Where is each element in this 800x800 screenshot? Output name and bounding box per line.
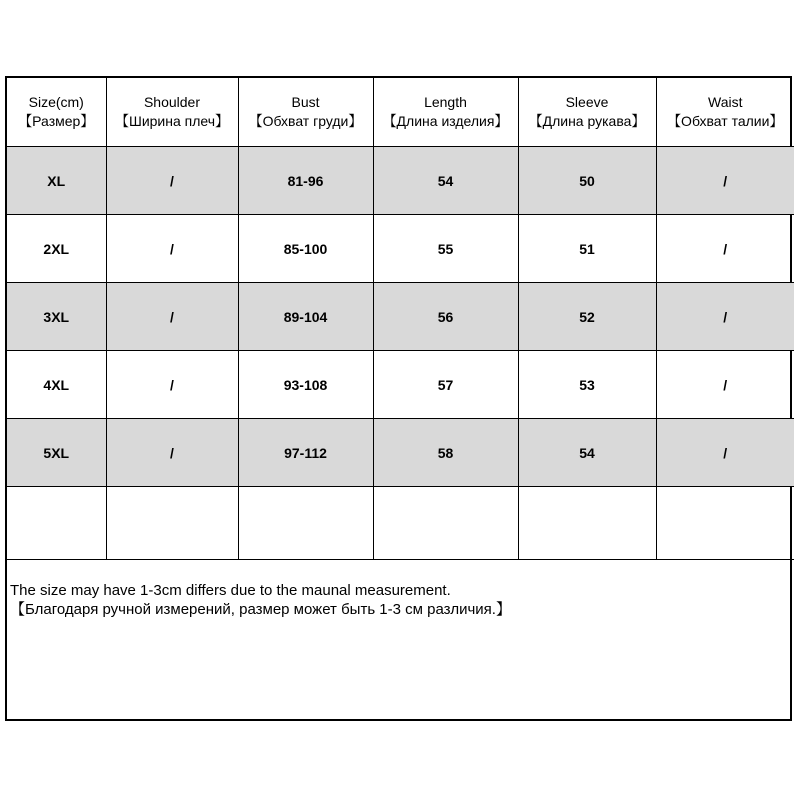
header-shoulder-en: Shoulder: [143, 94, 201, 110]
header-sleeve-ru: 【Длина рукава】: [528, 113, 646, 129]
cell-sleeve: 53: [518, 351, 656, 419]
header-bust-ru: 【Обхват груди】: [248, 113, 363, 129]
empty-cell: [656, 487, 794, 560]
cell-waist: /: [656, 351, 794, 419]
cell-length: 54: [373, 147, 518, 215]
table-row: [7, 215, 794, 283]
cell-bust: 97-112: [238, 419, 373, 487]
header-length-ru: 【Длина изделия】: [382, 113, 509, 129]
cell-length: 57: [373, 351, 518, 419]
cell-sleeve: 54: [518, 419, 656, 487]
cell-length: 58: [373, 419, 518, 487]
measurement-note-en: The size may have 1-3cm differs due to the maunal measurement.: [10, 582, 451, 599]
cell-size: XL: [7, 147, 106, 215]
cell-size: 4XL: [7, 351, 106, 419]
cell-shoulder: /: [106, 147, 238, 215]
header-sleeve: [518, 78, 656, 147]
cell-shoulder: /: [106, 351, 238, 419]
cell-bust: 81-96: [238, 147, 373, 215]
table-header-row: [7, 78, 794, 147]
empty-cell: [373, 487, 518, 560]
header-size: [7, 78, 106, 147]
header-waist: [656, 78, 794, 147]
cell-waist: /: [656, 283, 794, 351]
measurement-note: [10, 581, 511, 619]
cell-waist: /: [656, 419, 794, 487]
cell-length: 56: [373, 283, 518, 351]
cell-waist: /: [656, 215, 794, 283]
cell-sleeve: 51: [518, 215, 656, 283]
cell-size: 2XL: [7, 215, 106, 283]
size-chart: [5, 76, 792, 721]
empty-cell: [518, 487, 656, 560]
cell-shoulder: /: [106, 419, 238, 487]
empty-cell: [7, 487, 106, 560]
table-row: [7, 147, 794, 215]
empty-cell: [106, 487, 238, 560]
cell-waist: /: [656, 147, 794, 215]
table-row: [7, 351, 794, 419]
header-length: [373, 78, 518, 147]
table-row: [7, 419, 794, 487]
cell-sleeve: 52: [518, 283, 656, 351]
empty-cell: [238, 487, 373, 560]
header-size-ru: 【Размер】: [18, 113, 95, 129]
cell-shoulder: /: [106, 215, 238, 283]
cell-length: 55: [373, 215, 518, 283]
header-waist-ru: 【Обхват талии】: [667, 113, 784, 129]
cell-shoulder: /: [106, 283, 238, 351]
header-length-en: Length: [424, 94, 467, 110]
cell-bust: 89-104: [238, 283, 373, 351]
header-shoulder-ru: 【Ширина плеч】: [114, 113, 230, 129]
cell-size: 3XL: [7, 283, 106, 351]
header-sleeve-en: Sleeve: [565, 94, 609, 110]
empty-table-row: [7, 487, 794, 560]
cell-size: 5XL: [7, 419, 106, 487]
header-size-en: Size(cm): [28, 94, 84, 110]
cell-sleeve: 50: [518, 147, 656, 215]
header-bust: [238, 78, 373, 147]
header-waist-en: Waist: [708, 94, 743, 110]
cell-bust: 93-108: [238, 351, 373, 419]
measurement-note-ru: 【Благодаря ручной измерений, размер может быть 1-3 см различия.】: [10, 601, 511, 618]
table-row: [7, 283, 794, 351]
size-table: [7, 78, 794, 560]
header-shoulder: [106, 78, 238, 147]
cell-bust: 85-100: [238, 215, 373, 283]
header-bust-en: Bust: [291, 94, 320, 110]
